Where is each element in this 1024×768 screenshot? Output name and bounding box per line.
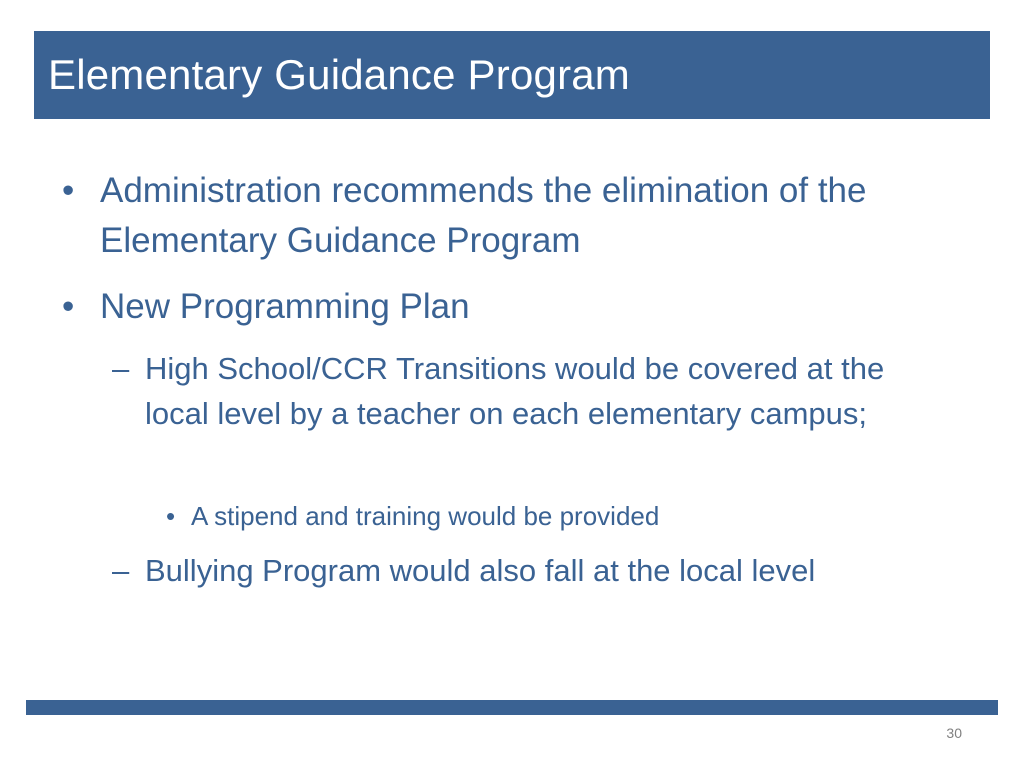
bullet-item <box>62 282 942 332</box>
sub-sub-bullet-item <box>166 498 926 534</box>
bullet-text: New Programming Plan <box>100 287 470 326</box>
dash-marker: – <box>112 351 130 386</box>
dash-marker: – <box>112 553 130 588</box>
page-number: 30 <box>946 725 962 741</box>
bullet-item <box>62 166 942 266</box>
sub-bullet-item <box>112 346 952 436</box>
sub-bullet-item <box>112 548 952 593</box>
bottom-bar <box>26 700 998 715</box>
bullet-marker: • <box>62 287 75 326</box>
sub-sub-bullet-text: A stipend and training would be provided <box>191 501 660 531</box>
slide-title: Elementary Guidance Program <box>48 51 630 98</box>
sub-bullet-text: High School/CCR Transitions would be covered at the local level by a teacher on each elementary campus; <box>145 351 885 431</box>
sub-bullet-text: Bullying Program would also fall at the local level <box>145 553 816 588</box>
bullet-marker: • <box>166 501 176 531</box>
bullet-text: Administration recommends the elimination of the Elementary Guidance Program <box>100 171 867 260</box>
bullet-marker: • <box>62 171 75 210</box>
